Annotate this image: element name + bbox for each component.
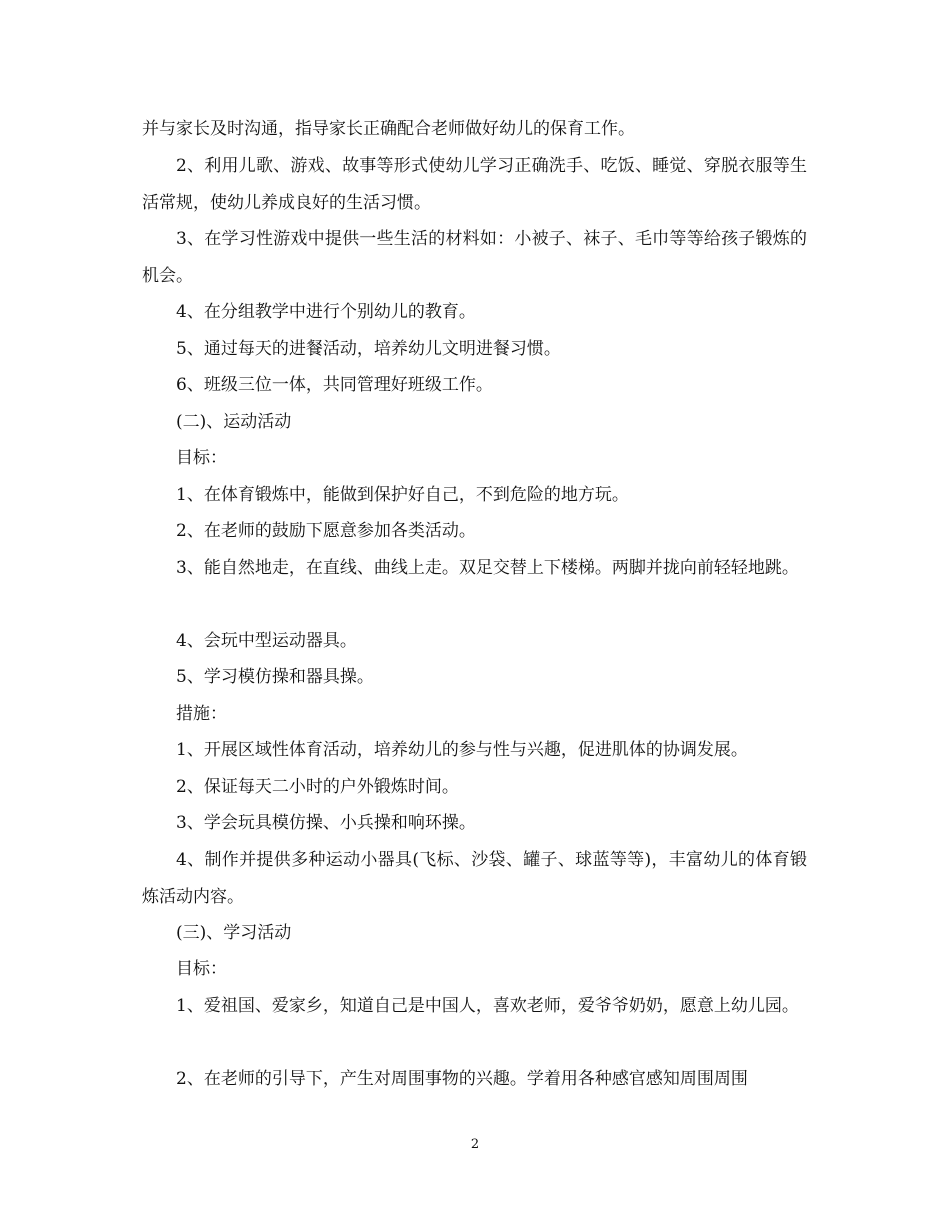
subheading-goals: 目标：: [176, 448, 227, 468]
paragraph-item-3: 3、在学习性游戏中提供一些生活的材料如：小被子、袜子、毛巾等等给孩子锻炼的机会。: [142, 229, 807, 286]
paragraph-item-4: 4、在分组教学中进行个别幼儿的教育。: [176, 302, 476, 322]
subheading-goals-learning: 目标：: [176, 959, 227, 979]
paragraph-learning-goal-2: 2、在老师的引导下，产生对周围事物的兴趣。学着用各种感官感知周围周围: [176, 1069, 748, 1089]
paragraph-goal-3: 3、能自然地走，在直线、曲线上走。双足交替上下楼梯。两脚并拢向前轻轻地跳。: [176, 558, 799, 578]
subheading-measures: 措施：: [176, 704, 227, 724]
paragraph-measure-1: 1、开展区域性体育活动，培养幼儿的参与性与兴趣，促进肌体的协调发展。: [176, 740, 748, 760]
paragraph-measure-2: 2、保证每天二小时的户外锻炼时间。: [176, 777, 459, 797]
page-number: 2: [470, 1137, 480, 1152]
paragraph-item-6: 6、班级三位一体，共同管理好班级工作。: [176, 375, 493, 395]
section-heading-learning: (三)、学习活动: [176, 923, 292, 943]
paragraph-item-5: 5、通过每天的进餐活动，培养幼儿文明进餐习惯。: [176, 339, 561, 359]
paragraph-measure-4: 4、制作并提供多种运动小器具(飞标、沙袋、罐子、球蓝等等)，丰富幼儿的体育锻炼活动内容。: [142, 850, 807, 907]
paragraph-goal-5: 5、学习模仿操和器具操。: [176, 667, 374, 687]
paragraph-item-2: 2、利用儿歌、游戏、故事等形式使幼儿学习正确洗手、吃饭、睡觉、穿脱衣服等生活常规，使幼儿养成良好的生活习惯。: [142, 156, 807, 213]
section-heading-sports: (二)、运动活动: [176, 412, 292, 432]
paragraph-goal-2: 2、在老师的鼓励下愿意参加各类活动。: [176, 521, 476, 541]
paragraph-learning-goal-1: 1、爱祖国、爱家乡，知道自己是中国人，喜欢老师，爱爷爷奶奶，愿意上幼儿园。: [176, 996, 799, 1016]
paragraph-continuation: 并与家长及时沟通，指导家长正确配合老师做好幼儿的保育工作。: [142, 119, 635, 139]
paragraph-measure-3: 3、学会玩具模仿操、小兵操和响环操。: [176, 813, 476, 833]
paragraph-goal-4: 4、会玩中型运动器具。: [176, 631, 357, 651]
paragraph-goal-1: 1、在体育锻炼中，能做到保护好自己，不到危险的地方玩。: [176, 485, 629, 505]
